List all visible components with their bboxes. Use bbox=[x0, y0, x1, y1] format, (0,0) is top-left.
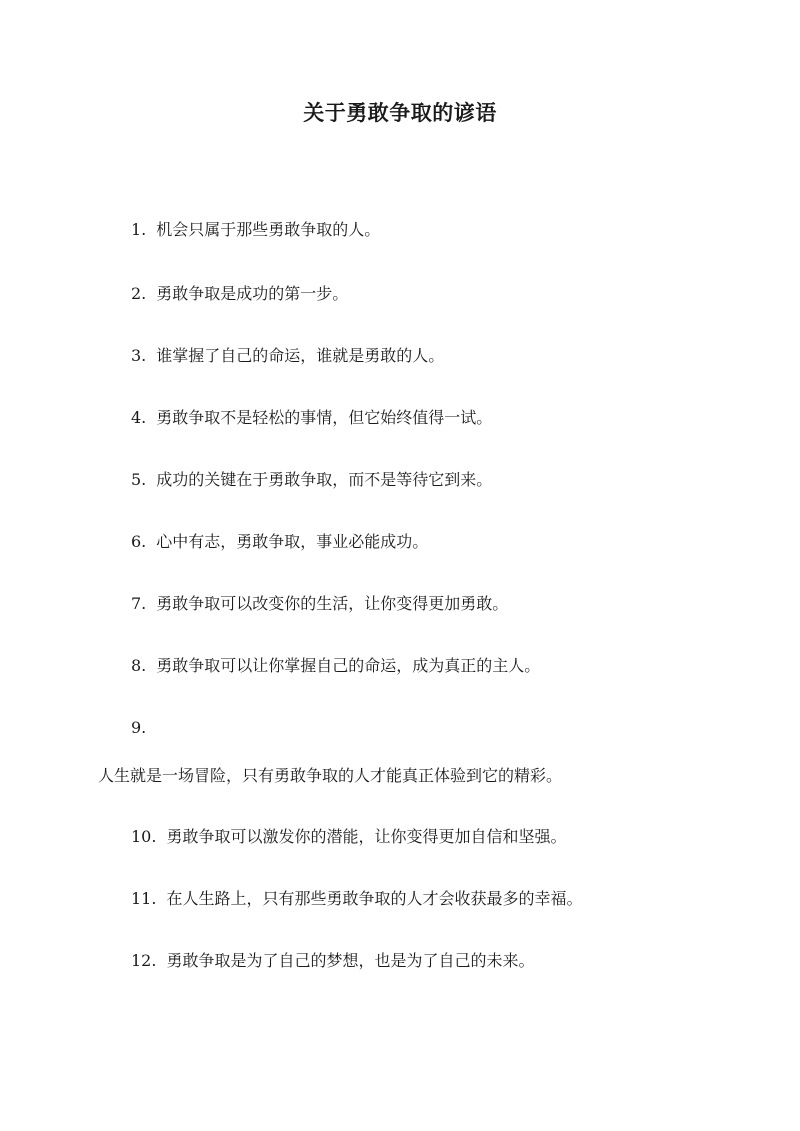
list-item bbox=[131, 469, 492, 491]
list-item bbox=[131, 888, 582, 910]
item-number: 7. bbox=[131, 594, 147, 613]
item-number: 6. bbox=[131, 532, 147, 551]
item-text: 成功的关键在于勇敢争取，而不是等待它到来。 bbox=[156, 470, 493, 489]
item-text: 勇敢争取可以让你掌握自己的命运，成为真正的主人。 bbox=[156, 656, 541, 675]
item-text: 勇敢争取是为了自己的梦想，也是为了自己的未来。 bbox=[166, 951, 535, 970]
item-number: 12. bbox=[131, 951, 157, 970]
item-text: 谁掌握了自己的命运，谁就是勇敢的人。 bbox=[156, 346, 445, 365]
list-item bbox=[131, 345, 444, 367]
list-item bbox=[131, 283, 348, 305]
list-item bbox=[131, 950, 534, 972]
list-item bbox=[131, 407, 492, 429]
list-item-continuation bbox=[98, 765, 562, 787]
item-text: 在人生路上，只有那些勇敢争取的人才会收获最多的幸福。 bbox=[166, 889, 583, 908]
item-number: 11. bbox=[131, 889, 157, 908]
item-number: 5. bbox=[131, 470, 147, 489]
item-number: 8. bbox=[131, 656, 147, 675]
item-number: 9. bbox=[131, 718, 147, 737]
list-item bbox=[131, 826, 566, 848]
item-number: 1. bbox=[131, 220, 147, 239]
item-text: 机会只属于那些勇敢争取的人。 bbox=[156, 220, 381, 239]
list-item bbox=[131, 219, 380, 241]
list-item bbox=[131, 531, 428, 553]
item-text: 勇敢争取可以改变你的生活，让你变得更加勇敢。 bbox=[156, 594, 509, 613]
document-title: 关于勇敢争取的谚语 bbox=[303, 100, 497, 125]
item-number: 2. bbox=[131, 284, 147, 303]
item-number: 3. bbox=[131, 346, 147, 365]
item-number: 4. bbox=[131, 408, 147, 427]
list-item bbox=[131, 717, 156, 739]
item-text: 勇敢争取可以激发你的潜能，让你变得更加自信和坚强。 bbox=[166, 827, 567, 846]
item-text: 勇敢争取不是轻松的事情，但它始终值得一试。 bbox=[156, 408, 493, 427]
item-number: 10. bbox=[131, 827, 157, 846]
item-text: 勇敢争取是成功的第一步。 bbox=[156, 284, 349, 303]
list-item bbox=[131, 593, 508, 615]
item-text: 心中有志，勇敢争取，事业必能成功。 bbox=[156, 532, 429, 551]
item-text: 人生就是一场冒险，只有勇敢争取的人才能真正体验到它的精彩。 bbox=[98, 766, 563, 785]
list-item bbox=[131, 655, 540, 677]
